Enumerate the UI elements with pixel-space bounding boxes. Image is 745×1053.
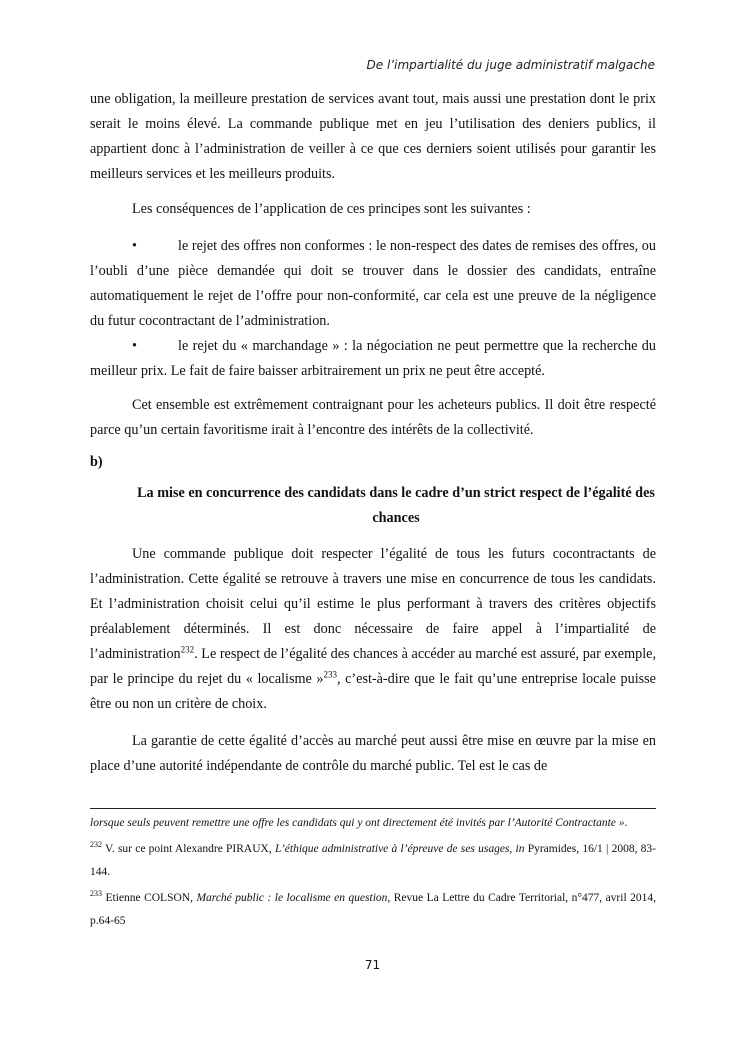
body-text	[90, 87, 656, 779]
footnotes	[90, 812, 656, 933]
footnote-text: ,	[509, 843, 516, 855]
paragraph-text: Une commande publique doit respecter l’égalité de tous les futurs cocontractants de l’administration. Cette égalité se retrouve à travers une mise en concurrence de tous les candidats. Et l’administration choisit celui qu’il estime le plus performant à travers des critères objectifs préalablement déterminés. Il est donc nécessaire de faire appel à l’impartialité de l’administration	[90, 546, 656, 662]
bullet-icon: •	[132, 238, 137, 254]
footnote	[90, 887, 656, 933]
bullet-icon: •	[132, 338, 137, 354]
footnote-continued	[90, 812, 656, 835]
footnote-text: in	[515, 843, 525, 855]
footnote-ref[interactable]: 232	[180, 644, 195, 655]
subheading-number: b)	[90, 454, 103, 470]
paragraph-text: , c’est-à-dire que le fait qu’une entreprise locale puisse être ou non un critère de choix.	[90, 671, 656, 712]
paragraph: une obligation, la meilleure prestation de services avant tout, mais aussi une prestation dont le prix serait le moins élevé. La commande publique met en jeu l’utilisation des deniers publics, il appartient donc à l’administration de veiller à ce que ces derniers soient utilisés pour garantir les meilleurs services et les meilleurs produits.	[90, 91, 656, 182]
bullet-item	[90, 334, 656, 384]
footnote-number: 232	[90, 840, 102, 850]
footnote-text: Etienne COLSON,	[102, 892, 197, 904]
bullet-text: le rejet des offres non conformes : le non-respect des dates de remises des offres, ou l’oubli d’une pièce demandée qui doit se trouver dans le dossier des candidats, entraîne automatiquement le rejet de l’offre pour non-conformité, car cela est une preuve de la négligence du futur cocontractant de l’administration.	[90, 238, 656, 329]
footnote	[90, 838, 656, 884]
footnote-text: , Revue La Lettre du Cadre Territorial, n°477, avril 2014, p.64-65	[90, 892, 656, 927]
footnote-text: V. sur ce point Alexandre PIRAUX,	[102, 843, 275, 855]
footnote-divider	[90, 808, 656, 809]
running-header: De l’impartialité du juge administratif malgache	[366, 58, 655, 72]
footnote-title: Marché public : le localisme en question	[196, 892, 388, 904]
footnote-text: lorsque seuls peuvent remettre une offre les candidats qui y ont directement été invités par l’Autorité Contractante »	[90, 817, 625, 829]
paragraph: La garantie de cette égalité d’accès au marché peut aussi être mise en œuvre par la mise en place d’une autorité indépendante de contrôle du marché public. Tel est le cas de	[90, 733, 656, 774]
footnote-ref[interactable]: 233	[323, 669, 338, 680]
paragraph-text: . Le respect de l’égalité des chances à accéder au marché est assuré, par exemple, par le principe du rejet du « localisme »	[90, 646, 656, 687]
paragraph: Les conséquences de l’application de ces principes sont les suivantes :	[132, 201, 531, 217]
paragraph: Cet ensemble est extrêmement contraignant pour les acheteurs publics. Il doit être respecté parce qu’un certain favoritisme irait à l’encontre des intérêts de la collectivité.	[90, 397, 656, 438]
subheading: La mise en concurrence des candidats dans le cadre d’un strict respect de l’égalité des chances	[137, 485, 655, 526]
page-number: 71	[364, 958, 381, 972]
paragraph	[90, 542, 656, 717]
bullet-text: le rejet du « marchandage » : la négociation ne peut permettre que la recherche du meilleur prix. Le fait de faire baisser arbitrairement un prix ne peut être accepté.	[90, 338, 656, 379]
footnote-number: 233	[90, 889, 102, 899]
bullet-item	[90, 234, 656, 334]
footnote-text: .	[624, 817, 628, 829]
footnote-title: L’éthique administrative à l’épreuve de ses usages	[274, 843, 510, 855]
footnote-text: Pyramides, 16/1 | 2008, 83-144.	[90, 843, 657, 878]
